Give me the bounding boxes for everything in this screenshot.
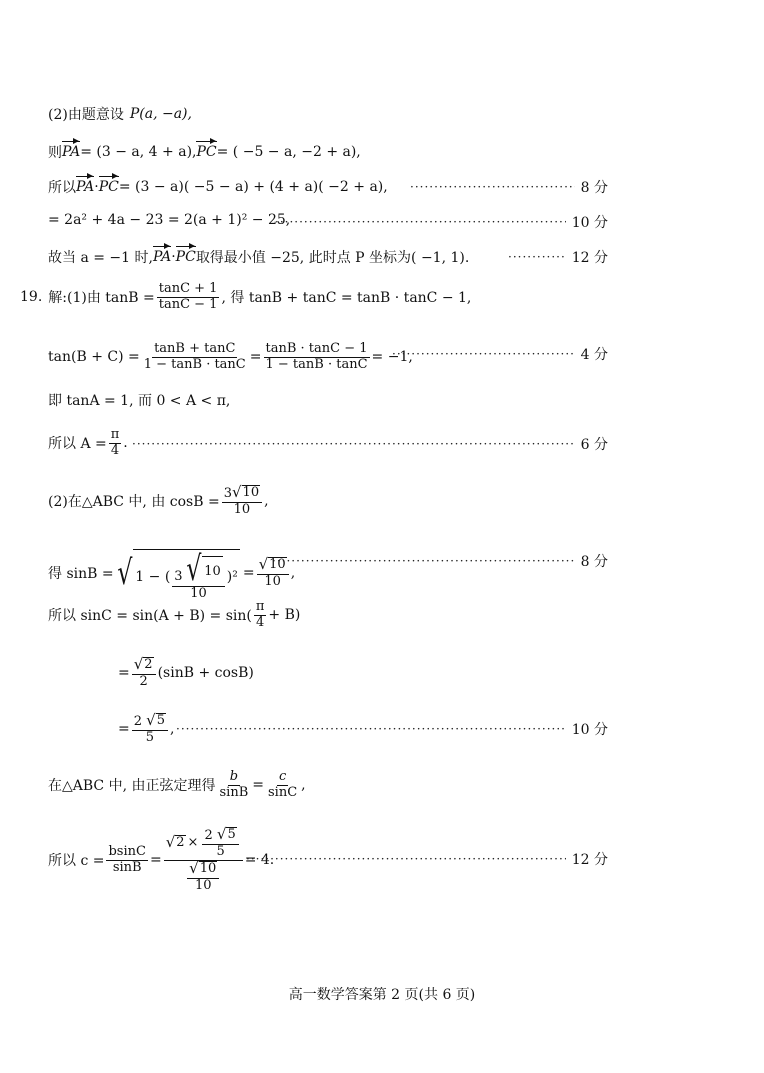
sqrt: √ 2 (165, 833, 185, 852)
sinC-step3: = 2 √ 5 5 , (118, 711, 175, 745)
c-value-line: 所以 c = $\frac{bsinC}{\sin B}$ = √ 2 × 2 √ 5 5 √ 10 10 = 4. (48, 825, 275, 893)
c-value-score: ····· 12 分 (246, 849, 608, 869)
sinB-score: ····· 8 分 (272, 551, 608, 571)
expansion-line: = 2a² + 4a − 23 = 2(a + 1)² − 25, (48, 212, 291, 228)
tanA-line: 即 tanA = 1, 而 0 < A < π, (48, 393, 231, 409)
minimum-score: ····· 12 分 (508, 247, 608, 267)
sqrt: √ 5 (216, 825, 236, 843)
vector-pa: PA (62, 144, 81, 160)
vector-pa: PA (76, 179, 95, 195)
sqrt: √ 10 (189, 858, 217, 877)
part2-header: (2)由题意设 P(a, −a), (48, 106, 192, 123)
compound-fraction: √ 2 × 2 √ 5 5 √ 10 10 (164, 827, 243, 894)
fraction: 2 √ 5 5 (202, 827, 238, 860)
sinC-line: 所以 sinC = sin(A + B) = sin( $\frac{\pi}{4}$ + B) (48, 599, 301, 630)
vector-pc: PC (98, 179, 119, 195)
law-of-sines-line: 在△ABC 中, 由正弦定理得 $\frac{b}{\sin B}$ = $\frac{c}{\sin C}$ , (48, 769, 306, 800)
fraction: 3 √ 10 10 (222, 485, 262, 518)
fraction: $\frac{\pi}{4}$ (110, 427, 120, 458)
dot-product-line: 所以 PA · PC = (3 − a)( −5 − a) + (4 + a)( −2 + a), (48, 179, 388, 196)
sqrt: √ 5 (146, 711, 165, 729)
sinC-score: ····· 10 分 (176, 719, 608, 739)
fraction: $\frac{bsinC}{\sin B}$ (108, 843, 146, 875)
fraction: $\frac{b}{\sin B}$ (219, 769, 249, 800)
minimum-line: 故当 a = −1 时, PA · PC 取得最小值 −25, 此时点 P 坐标为( −1, 1). (48, 249, 470, 266)
fraction: $\frac{\pi}{4}$ (255, 599, 265, 630)
tan-sum-line: tan(B + C) = $\frac{\tan B + \tan C}{1 - \tan B \cdot \tan C}$ = $\frac{\tan B \cdot \tan C - 1}{1 - \tan B \cdot \tan C}$ = −1, (48, 341, 413, 372)
fraction: 2 √ 5 5 (132, 713, 168, 746)
fraction: √ 10 10 (257, 557, 289, 590)
fraction: $\frac{c}{\sin C}$ (268, 769, 298, 800)
fraction: $\frac{\tan B \cdot \tan C - 1}{1 - \tan B \cdot \tan C}$ (265, 341, 368, 372)
fraction: $\frac{\tan B + \tan C}{1 - \tan B \cdot \tan C}$ (143, 341, 246, 372)
vector-pa: PA (152, 249, 172, 265)
sqrt: √ 10 (185, 549, 221, 589)
sqrt: √ 2 (133, 655, 153, 673)
vector-definitions: 则 PA = (3 − a, 4 + a), PC = ( −5 − a, −2 + a), (48, 144, 361, 161)
sinB-line: 得 sinB = √ 1 − ( 3 √ 10 10 )² = √ 10 10 , (48, 545, 608, 602)
cosB-line: (2)在△ABC 中, 由 cosB = 3 √ 10 10 , (48, 483, 269, 517)
fraction: √ 10 10 (187, 861, 219, 894)
tan-sum-score: ····· 4 分 (392, 344, 608, 364)
q19-intro: 19. 解:(1)由 tanB = $\frac{\tan C + 1}{\tan C - 1}$ , 得 tanB + tanC = tanB · tanC − 1, (20, 281, 472, 312)
fraction: √ 2 2 (132, 657, 156, 690)
sqrt: √ 10 (258, 555, 286, 574)
vector-pc: PC (175, 249, 196, 265)
sinC-step2: = √ 2 2 (sinB + cosB) (118, 655, 254, 689)
page-footer: 高一数学答案第 2 页(共 6 页) (288, 987, 476, 1003)
A-value-score: ····· 6 分 (132, 434, 608, 454)
expansion-score: ····· 10 分 (275, 212, 608, 232)
sqrt: √ 10 (231, 483, 260, 501)
A-value-line: 所以 A = $\frac{\pi}{4}$ . (48, 427, 128, 458)
fraction: 3 √ 10 10 (172, 552, 225, 602)
sqrt: √ 1 − ( 3 √ 10 10 )² (116, 549, 238, 601)
question-number: 19. (20, 289, 43, 306)
vector-pc: PC (196, 144, 217, 160)
fraction: $\frac{\tan C + 1}{\tan C - 1}$ (158, 281, 218, 312)
dot-product-score: ····· 8 分 (410, 177, 608, 197)
